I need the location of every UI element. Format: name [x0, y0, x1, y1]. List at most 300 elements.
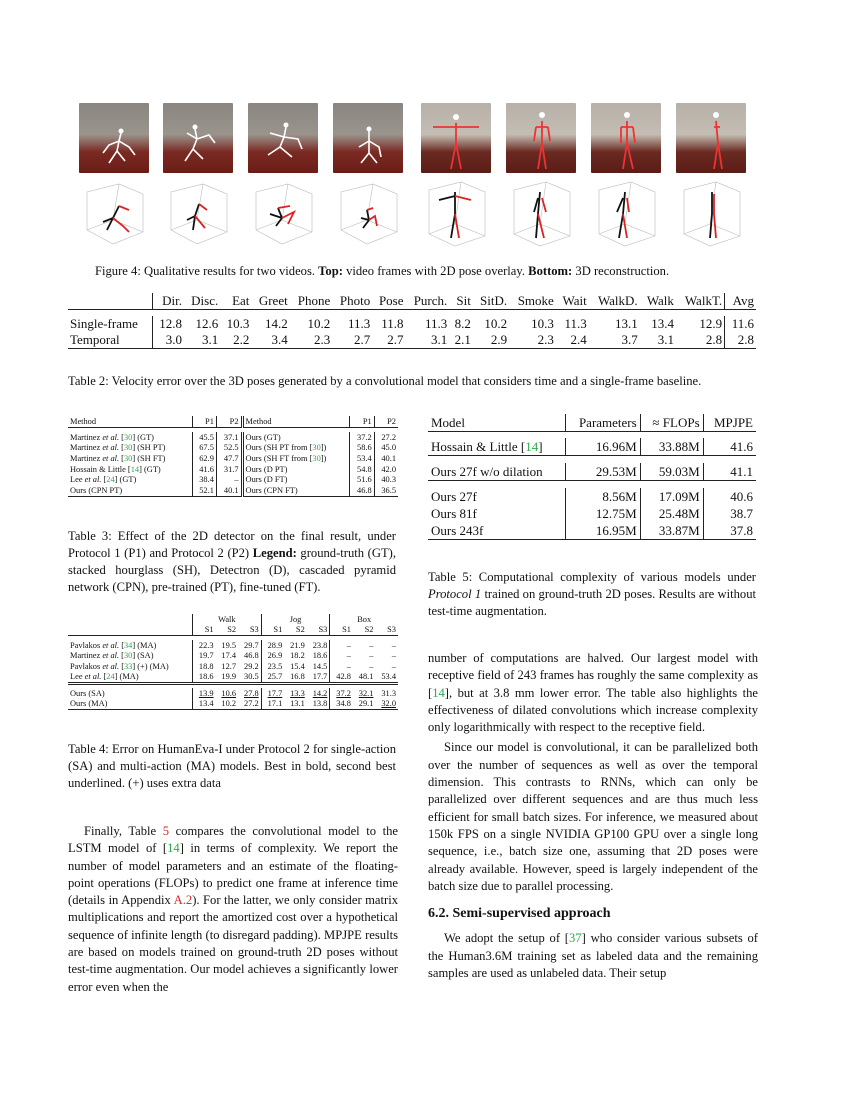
- table-cell: 22.3: [192, 640, 215, 651]
- table2-velocity-error: [68, 293, 756, 349]
- table-cell: 67.5: [192, 442, 216, 453]
- table-row: [68, 316, 756, 332]
- table-cell: –: [330, 661, 353, 672]
- table-cell: 3.1: [657, 332, 674, 347]
- table-row: [428, 522, 756, 540]
- caption-text: Table 3: Effect of the 2D detector on the final result, under Protocol 1 (P1) and Protocol 2 (P2): [68, 529, 396, 560]
- group-header: Walk: [192, 614, 261, 625]
- table-header: Walk: [646, 293, 674, 308]
- table-row: [68, 432, 398, 443]
- method-name: Ours (GT): [245, 432, 281, 442]
- table-cell: –: [391, 640, 396, 650]
- method-etal: et al.: [102, 432, 120, 442]
- table-cell: 10.6: [221, 688, 237, 698]
- table-cell: 32.0: [381, 699, 396, 709]
- method-etal: et al.: [84, 672, 102, 682]
- table-cell: 2.2: [233, 332, 250, 347]
- table-header: S3: [249, 625, 259, 635]
- table-cell: 3.4: [271, 332, 288, 347]
- caption-bold: Top:: [318, 264, 343, 278]
- citation-link[interactable]: 24: [106, 475, 115, 485]
- table-cell: 3.1: [431, 332, 448, 347]
- table-cell: 59.03M: [640, 463, 703, 481]
- table-header: S2: [295, 625, 305, 635]
- text: ] in terms of complexity. We report the number of model parameters and an estimate of the floating-point operations (FLOPs) to predict one frame at inference time (details in Appendix: [68, 841, 398, 908]
- table-cell: 2.8: [705, 332, 723, 347]
- table-row: Lee et al. [24] (MA) 18.6 19.9 30.5 25.7 16.8 17.7 42.8 48.1 53.4: [68, 672, 398, 684]
- table-cell: 2.7: [387, 332, 404, 347]
- bracket: [: [119, 443, 124, 453]
- table-header: WalkT.: [684, 293, 723, 308]
- table-cell: 11.3: [564, 316, 587, 331]
- table-cell: 17.7: [312, 672, 328, 682]
- table-header: P1: [350, 416, 374, 427]
- caption-italic: Protocol 1: [428, 587, 482, 601]
- table-cell: 10.2: [221, 699, 237, 709]
- table-cell: 18.2: [290, 651, 305, 661]
- citation-link[interactable]: 30: [123, 651, 133, 661]
- video-frame-5: [421, 103, 491, 173]
- caption-text: 3D reconstruction.: [572, 264, 670, 278]
- table-cell: 29.2: [244, 661, 259, 671]
- method-suffix: ] (GT): [132, 432, 154, 442]
- table-cell: 3.1: [202, 332, 219, 347]
- table-header: S3: [387, 625, 396, 635]
- table-cell: 17.7: [261, 688, 284, 699]
- text: Finally, Table: [84, 824, 163, 838]
- paragraph: [428, 930, 758, 982]
- table-cell: 10.2: [307, 316, 331, 331]
- table-cell: 33.87M: [640, 522, 703, 540]
- bracket: [: [119, 432, 124, 442]
- table-cell: 12.7: [221, 661, 237, 671]
- text: ], but at 3.8 mm lower error. The table also highlights the effectiveness of dilated convolutions which increase complexity only logarithmically with respect to the receptive field.: [428, 685, 758, 735]
- table-cell: 29.53M: [565, 463, 640, 481]
- method-suffix: ] (SA): [132, 651, 154, 661]
- table-cell: 21.9: [290, 640, 305, 650]
- method-name: Hossain & Little: [70, 464, 126, 474]
- table-cell: 17.09M: [640, 488, 703, 505]
- table-cell: 11.6: [725, 316, 756, 332]
- citation-link[interactable]: 30: [123, 432, 133, 442]
- table-header: P2: [216, 416, 242, 427]
- video-frame-7: [591, 103, 661, 173]
- table-row: [68, 688, 398, 699]
- table-header: S1: [192, 625, 215, 636]
- method-name: Ours (CPN PT): [70, 485, 123, 495]
- table-row: [68, 332, 756, 349]
- table-cell: 37.2: [350, 432, 374, 443]
- table2-caption: Table 2: Velocity error over the 3D poses generated by a convolutional model that considers time and a single-frame baseline.: [68, 374, 702, 388]
- method-name: Ours (D FT): [245, 475, 288, 485]
- bracket: ]: [538, 438, 543, 454]
- table-header: Smoke: [517, 293, 554, 308]
- table-cell: 2.3: [537, 332, 554, 347]
- table-cell: 52.1: [192, 485, 216, 496]
- table-row: [68, 485, 398, 496]
- text: compares the convolutional model to the LSTM model of [: [68, 824, 398, 856]
- method-suffix: ] (GT): [139, 464, 161, 474]
- citation-link[interactable]: 34: [123, 640, 133, 650]
- table-cell: 12.9: [699, 316, 723, 331]
- table-header: S2: [364, 625, 374, 635]
- text: number of computations are halved. Our largest model with receptive field of 243 frames has roughly the same complexity as [: [428, 651, 758, 700]
- bracket: [: [101, 475, 107, 485]
- method-suffix: ] (SH PT): [132, 443, 166, 453]
- table-cell: 14.5: [312, 661, 328, 671]
- table-cell: –: [330, 651, 353, 662]
- table-cell: 16.8: [290, 672, 305, 682]
- model-name: Ours 243f: [431, 522, 484, 538]
- pose-3d-plot-6: [506, 180, 576, 250]
- table-header: Eat: [232, 293, 250, 308]
- table-header: SitD.: [480, 293, 508, 308]
- citation-link[interactable]: 14: [130, 464, 140, 474]
- pose-3d-plot-2: [163, 180, 233, 250]
- table-cell: 19.9: [221, 672, 237, 682]
- table-cell: 10.2: [484, 316, 508, 331]
- table-cell: 29.1: [358, 699, 374, 709]
- method-suffix: ] (SH FT): [132, 453, 166, 463]
- citation-link[interactable]: 14: [167, 841, 180, 856]
- table-row: [428, 505, 756, 522]
- table-cell: 18.6: [312, 651, 328, 661]
- table4-caption: Table 4: Error on HumanEva-I under Protocol 2 for single-action (SA) and multi-action (MA) models. Best in bold, second best underlined. (+) uses extra data: [68, 742, 396, 790]
- table-row: [68, 453, 398, 464]
- table-cell: 42.8: [330, 672, 353, 684]
- table-header: Method: [242, 416, 350, 427]
- table-cell: 18.6: [192, 672, 215, 684]
- table-cell: 47.7: [216, 453, 242, 464]
- video-frame-1: [79, 103, 149, 173]
- text: ). For the latter, we only consider matrix multiplications and report the amortized cost over a hypothetical sequence of infinite length (to disregard padding). MPJPE results are based on models trained on ground-truth 2D poses without test-time augmentation. Our model achieves a significantly lower error even when the: [68, 893, 399, 994]
- table-row: [428, 463, 756, 481]
- pose-3d-plot-3: [248, 180, 318, 250]
- paragraph: [428, 650, 758, 736]
- table-cell: –: [369, 661, 374, 671]
- table-cell: 12.6: [195, 316, 219, 331]
- table-cell: –: [216, 474, 242, 485]
- table4-humaneva: [68, 614, 398, 710]
- table-header: Dir.: [152, 293, 184, 310]
- method-name: Ours (CPN FT): [245, 485, 298, 495]
- table-row: [428, 488, 756, 505]
- video-frame-6: [506, 103, 576, 173]
- table-cell: 30.5: [244, 672, 259, 682]
- table-header: [68, 293, 152, 310]
- pose-3d-plot-5: [421, 180, 491, 250]
- method-name: Ours (SH FT from [: [245, 453, 313, 463]
- table-cell: 2.3: [313, 332, 331, 347]
- table-cell: 13.9: [192, 688, 215, 699]
- table-header: Disc.: [191, 293, 219, 308]
- citation-link[interactable]: 14: [525, 438, 539, 454]
- table-cell: 11.3: [425, 316, 448, 331]
- table-header: MPJPE: [703, 414, 756, 432]
- table-cell: 40.3: [374, 474, 398, 485]
- table-cell: 45.5: [192, 432, 216, 443]
- table-cell: 13.1: [290, 699, 305, 709]
- table-cell: 41.1: [703, 463, 756, 481]
- table-cell: 58.6: [350, 442, 374, 453]
- row-label: Temporal: [70, 332, 120, 347]
- table-cell: 16.95M: [565, 522, 640, 540]
- table-cell: 23.5: [261, 661, 284, 672]
- table-header: Phone: [297, 293, 331, 308]
- table-cell: 19.7: [192, 651, 215, 662]
- video-frame-3: [248, 103, 318, 173]
- table-cell: 52.5: [216, 442, 242, 453]
- table-cell: 12.75M: [565, 505, 640, 522]
- table3-2d-detector-effect: [68, 416, 398, 497]
- table5-caption: [428, 569, 756, 620]
- table-cell: 40.6: [703, 488, 756, 505]
- caption-text: video frames with 2D pose overlay.: [342, 264, 526, 278]
- method-etal: et al.: [102, 453, 120, 463]
- table-cell: 13.1: [614, 316, 638, 331]
- citation-link[interactable]: 14: [432, 685, 445, 700]
- method-name: Lee: [70, 672, 85, 682]
- table-cell: 48.1: [358, 672, 374, 682]
- method-etal: et al.: [102, 661, 120, 671]
- table-header: Wait: [562, 293, 587, 308]
- paragraph: [68, 823, 398, 996]
- table-cell: 40.1: [216, 485, 242, 496]
- caption-text: Table 5: Computational complexity of various models under: [428, 570, 756, 584]
- table-cell: 53.4: [350, 453, 374, 464]
- method-suffix: ] (GT): [114, 475, 137, 485]
- table-cell: 16.96M: [565, 438, 640, 456]
- table-cell: 53.4: [381, 672, 396, 682]
- bracket: [: [119, 453, 124, 463]
- table-cell: 41.6: [192, 464, 216, 475]
- method-suffix: ]): [320, 443, 327, 453]
- table-header: Model: [431, 414, 465, 430]
- table-cell: 2.7: [353, 332, 371, 347]
- method-name: Ours (D PT): [245, 464, 288, 474]
- method-suffix: ] (MA): [132, 640, 157, 650]
- table-cell: 11.3: [347, 316, 371, 331]
- caption-bold: Legend:: [252, 546, 297, 560]
- table-cell: 14.2: [312, 688, 328, 698]
- method-name: Martinez: [70, 453, 103, 463]
- table-cell: 2.4: [570, 332, 587, 347]
- table-cell: 41.6: [703, 438, 756, 456]
- table-cell: 10.3: [226, 316, 250, 331]
- table-row: [68, 442, 398, 453]
- table-header: S3: [318, 625, 328, 635]
- table-row: Martinez et al. [30] (SA) 19.7 17.4 46.8 26.9 18.2 18.6 – – –: [70, 651, 396, 661]
- table-cell: 62.9: [192, 453, 216, 464]
- table-cell: 37.8: [703, 522, 756, 540]
- pose-3d-plot-1: [79, 180, 149, 250]
- video-frame-2: [163, 103, 233, 173]
- table-header: P2: [374, 416, 398, 427]
- table-cell: 15.4: [290, 661, 305, 671]
- table-header: Purch.: [413, 293, 448, 308]
- left-column-text: [68, 823, 398, 996]
- group-header: Box: [330, 614, 398, 625]
- table-row: Pavlakos et al. [33] (+) (MA) 18.8 12.7 29.2 23.5 15.4 14.5 – – –: [70, 661, 396, 671]
- model-name: Ours 27f: [431, 488, 477, 504]
- table-cell: –: [391, 651, 396, 661]
- pose-3d-plot-4: [333, 180, 403, 250]
- table-header: WalkD.: [597, 293, 638, 308]
- table-cell: 31.3: [381, 688, 396, 698]
- table-cell: 27.8: [244, 688, 259, 698]
- table-cell: 19.5: [221, 640, 237, 650]
- table-row: [68, 464, 398, 475]
- method-name: Pavlakos: [70, 661, 103, 671]
- table-cell: 37.1: [216, 432, 242, 443]
- table-header: P1: [192, 416, 216, 427]
- table-cell: 34.8: [330, 699, 353, 710]
- text: ] who consider various subsets of the Human3.6M training set as labeled data and the remaining samples are used as unlabeled data. Their setup: [428, 931, 758, 981]
- table-cell: 33.88M: [640, 438, 703, 456]
- table-cell: 26.9: [261, 651, 284, 662]
- table-cell: 40.1: [374, 453, 398, 464]
- table-cell: 25.7: [261, 672, 284, 684]
- citation-link[interactable]: 30: [123, 443, 133, 453]
- table-row: [68, 699, 398, 710]
- citation-link[interactable]: 24: [106, 672, 115, 682]
- table-ref-link[interactable]: 5: [162, 824, 170, 838]
- table-cell: 13.4: [192, 699, 215, 710]
- table-header: Photo: [339, 293, 371, 308]
- table-cell: 36.5: [374, 485, 398, 496]
- table-cell: 14.2: [264, 316, 288, 331]
- model-name: Ours 27f w/o dilation: [431, 463, 543, 479]
- citation-link[interactable]: 30: [312, 453, 321, 463]
- method-name: Martinez: [70, 651, 103, 661]
- pose-3d-plot-7: [591, 180, 661, 250]
- table-header: Method: [70, 416, 97, 426]
- table-cell: 28.9: [261, 640, 284, 651]
- appendix-ref-link[interactable]: A.2: [173, 893, 193, 908]
- table-cell: 25.48M: [640, 505, 703, 522]
- method-name: Pavlakos: [70, 640, 103, 650]
- table-cell: –: [369, 640, 374, 650]
- table-cell: 13.3: [290, 688, 305, 698]
- figure4-caption: [95, 264, 775, 279]
- table-cell: 13.8: [312, 699, 328, 709]
- table-cell: 38.4: [192, 474, 216, 485]
- table-header: S1: [330, 625, 353, 636]
- model-name: Hossain & Little [: [431, 438, 526, 454]
- method-name: Ours (SH PT from [: [245, 443, 313, 453]
- table-cell: 10.3: [531, 316, 554, 331]
- table-cell: 27.2: [244, 699, 259, 709]
- video-frame-8: [676, 103, 746, 173]
- table-cell: 54.8: [350, 464, 374, 475]
- caption-bold: Bottom:: [528, 264, 573, 278]
- table-header: Avg: [725, 293, 756, 310]
- method-etal: et al.: [84, 475, 102, 485]
- bracket: [: [125, 464, 131, 474]
- table-header: Sit: [456, 293, 471, 308]
- caption-text: Figure 4: Qualitative results for two videos.: [95, 264, 316, 278]
- method-name: Martinez: [70, 432, 103, 442]
- row-label: Single-frame: [70, 316, 138, 331]
- pose-3d-plot-8: [676, 180, 746, 250]
- table-cell: 2.8: [725, 332, 756, 349]
- table-cell: 13.4: [651, 316, 674, 331]
- model-name: Ours 81f: [431, 505, 477, 521]
- table-cell: 46.8: [350, 485, 374, 496]
- table-row: Pavlakos et al. [34] (MA) 22.3 19.5 29.7 28.9 21.9 23.8 – – –: [70, 640, 396, 650]
- section-heading: 6.2. Semi-supervised approach: [428, 906, 611, 922]
- method-suffix: ]): [320, 453, 327, 463]
- table-row: [68, 474, 398, 485]
- right-column-text: [428, 650, 758, 982]
- video-frame-4: [333, 103, 403, 173]
- method-etal: et al.: [102, 443, 120, 453]
- table-cell: 23.8: [312, 640, 328, 650]
- citation-link[interactable]: 33: [123, 661, 133, 671]
- method-name: Lee: [70, 475, 85, 485]
- method-etal: et al.: [102, 651, 120, 661]
- table-header: S2: [227, 625, 237, 635]
- caption-text: ground-truth (GT), stacked hourglass (SH), Detectron (D), cascaded pyramid network (CPN), pre-trained (PT), fine-tuned (FT).: [68, 546, 397, 594]
- table-cell: 46.8: [244, 651, 259, 661]
- method-name: Martinez: [70, 443, 103, 453]
- table-cell: 11.8: [381, 316, 404, 331]
- table-cell: 45.0: [374, 442, 398, 453]
- table-cell: 37.2: [330, 688, 353, 699]
- table-cell: 32.1: [358, 688, 374, 698]
- method-name: Ours (MA): [70, 699, 108, 709]
- table3-caption: [68, 528, 396, 596]
- table-cell: 12.8: [152, 316, 184, 332]
- method-suffix: ] (MA): [114, 672, 139, 682]
- table-header: Pose: [378, 293, 404, 308]
- table-cell: –: [369, 651, 374, 661]
- text: We adopt the setup of [: [444, 931, 569, 946]
- table-cell: 51.6: [350, 474, 374, 485]
- table-cell: 38.7: [703, 505, 756, 522]
- table-cell: 27.2: [374, 432, 398, 443]
- paragraph: Since our model is convolutional, it can be parallelized both over the number of sequences as well as over the temporal dimension. This contrasts to RNNs, which can only be parallelized over different sequences and are thus much less efficient for small batch sizes. For inference, we measured about 150k FPS on a single NVIDIA GP100 GPU over a single long sequence, i.e., batch size one, assuming that 2D poses were already available. However, speed is largely independent of the batch size due to parallel processing.: [428, 740, 758, 893]
- table-cell: 2.1: [454, 332, 471, 347]
- table-cell: 17.4: [221, 651, 237, 661]
- table-cell: –: [330, 640, 353, 651]
- citation-link[interactable]: 30: [123, 453, 133, 463]
- table-cell: 8.56M: [565, 488, 640, 505]
- table-header: Parameters: [565, 414, 640, 432]
- table-header: Greet: [258, 293, 288, 308]
- table-header: S1: [261, 625, 284, 636]
- caption-text: trained on ground-truth 2D poses. Results are without test-time augmentation.: [428, 587, 756, 618]
- method-suffix: ] (+) (MA): [132, 661, 169, 671]
- table-cell: 2.9: [490, 332, 508, 347]
- table-row: [428, 438, 756, 456]
- citation-link[interactable]: 30: [312, 443, 321, 453]
- group-header: Jog: [261, 614, 330, 625]
- table-cell: –: [391, 661, 396, 671]
- method-etal: et al.: [102, 640, 120, 650]
- table-cell: 17.1: [261, 699, 284, 710]
- table5-complexity: [428, 414, 756, 540]
- citation-link[interactable]: 37: [569, 931, 582, 946]
- table-cell: 3.7: [621, 332, 638, 347]
- table-cell: 8.2: [454, 316, 471, 331]
- table-cell: 29.7: [244, 640, 259, 650]
- table-cell: 42.0: [374, 464, 398, 475]
- method-name: Ours (SA): [70, 688, 105, 698]
- table-header: ≈ FLOPs: [640, 414, 703, 432]
- table-cell: 31.7: [216, 464, 242, 475]
- table-cell: 3.0: [152, 332, 184, 349]
